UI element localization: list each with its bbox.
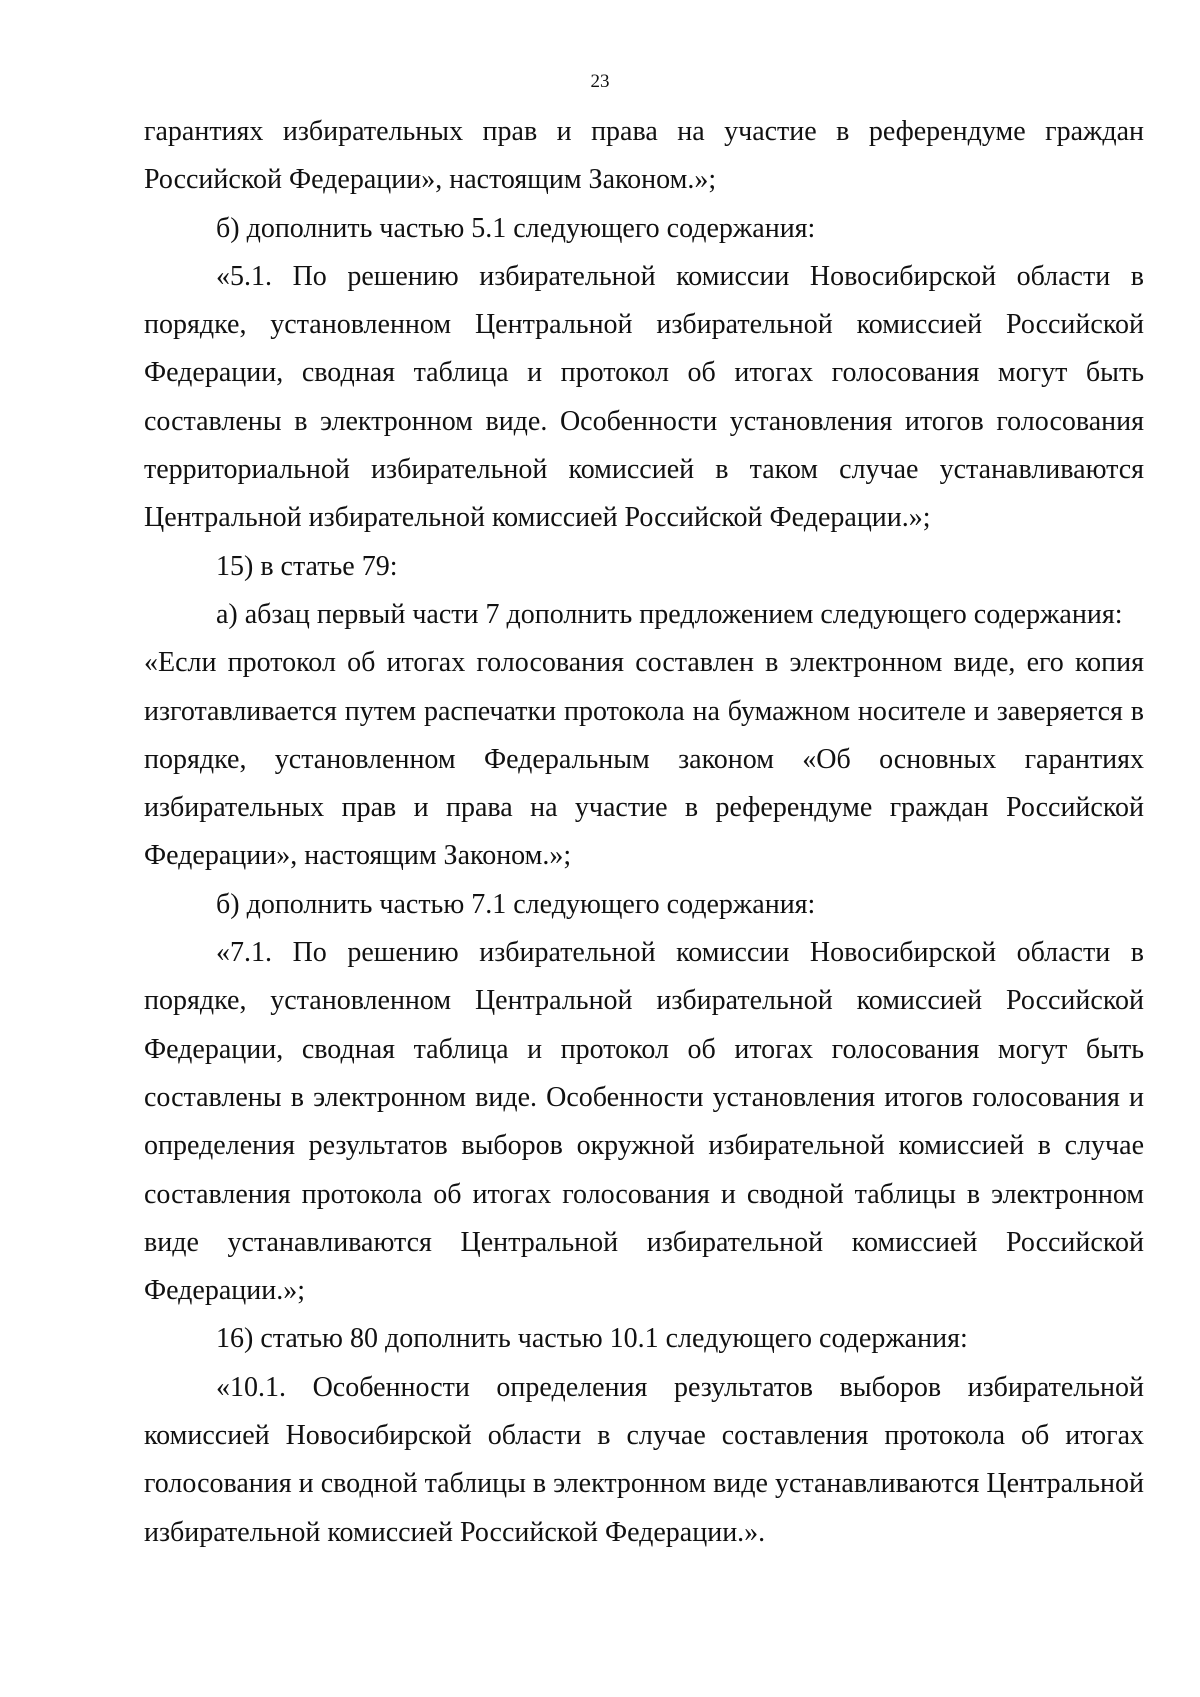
paragraph-continuation: гарантиях избирательных прав и права на участие в референдуме граждан Российской Федерации», настоящим Законом.»; [144,116,1144,196]
paragraph-protocol-copy: «Если протокол об итогах голосования составлен в электронном виде, его копия изготавливается путем распечатки протокола на бумажном носителе и заверяется в порядке, установленном Федеральным законом «Об основных гарантиях избирательных прав и права на участие в референдуме граждан Российской Федерации», настоящим Законом.»; [144,647,1144,872]
paragraph-item-15: 15) в статье 79: [216,550,398,582]
paragraph-part-7-1: «7.1. По решению избирательной комиссии Новосибирской области в порядке, установленном Центральной избирательной комиссией Российской Федерации, сводная таблица и протокол об итогах голосования могут быть составлены в электронном виде. Особенности установления итогов голосования и определения результатов выборов окружной избирательной комиссией в случае составления протокола об итогах голосования и сводной таблицы в электронном виде устанавливаются Центральной избирательной комиссией Российской Федерации.»; [144,937,1144,1307]
paragraph-item-16: 16) статью 80 дополнить частью 10.1 следующего содержания: [216,1323,968,1355]
paragraph-amendment-a-7: а) абзац первый части 7 дополнить предложением следующего содержания: [216,598,1123,630]
document-body [144,108,1144,1557]
page-number: 23 [590,71,610,92]
paragraph-amendment-b-7-1: б) дополнить частью 7.1 следующего содержания: [216,888,816,920]
paragraph-part-10-1: «10.1. Особенности определения результатов выборов избирательной комиссией Новосибирской области в случае составления протокола об итогах голосования и сводной таблицы в электронном виде устанавливаются Центральной избирательной комиссией Российской Федерации.». [144,1371,1144,1548]
paragraph-amendment-b-5-1: б) дополнить частью 5.1 следующего содержания: [216,212,816,244]
paragraph-part-5-1: «5.1. По решению избирательной комиссии Новосибирской области в порядке, установленном Центральной избирательной комиссией Российской Федерации, сводная таблица и протокол об итогах голосования могут быть составлены в электронном виде. Особенности установления итогов голосования территориальной избирательной комиссией в таком случае устанавливаются Центральной избирательной комиссией Российской Федерации.»; [144,260,1144,534]
